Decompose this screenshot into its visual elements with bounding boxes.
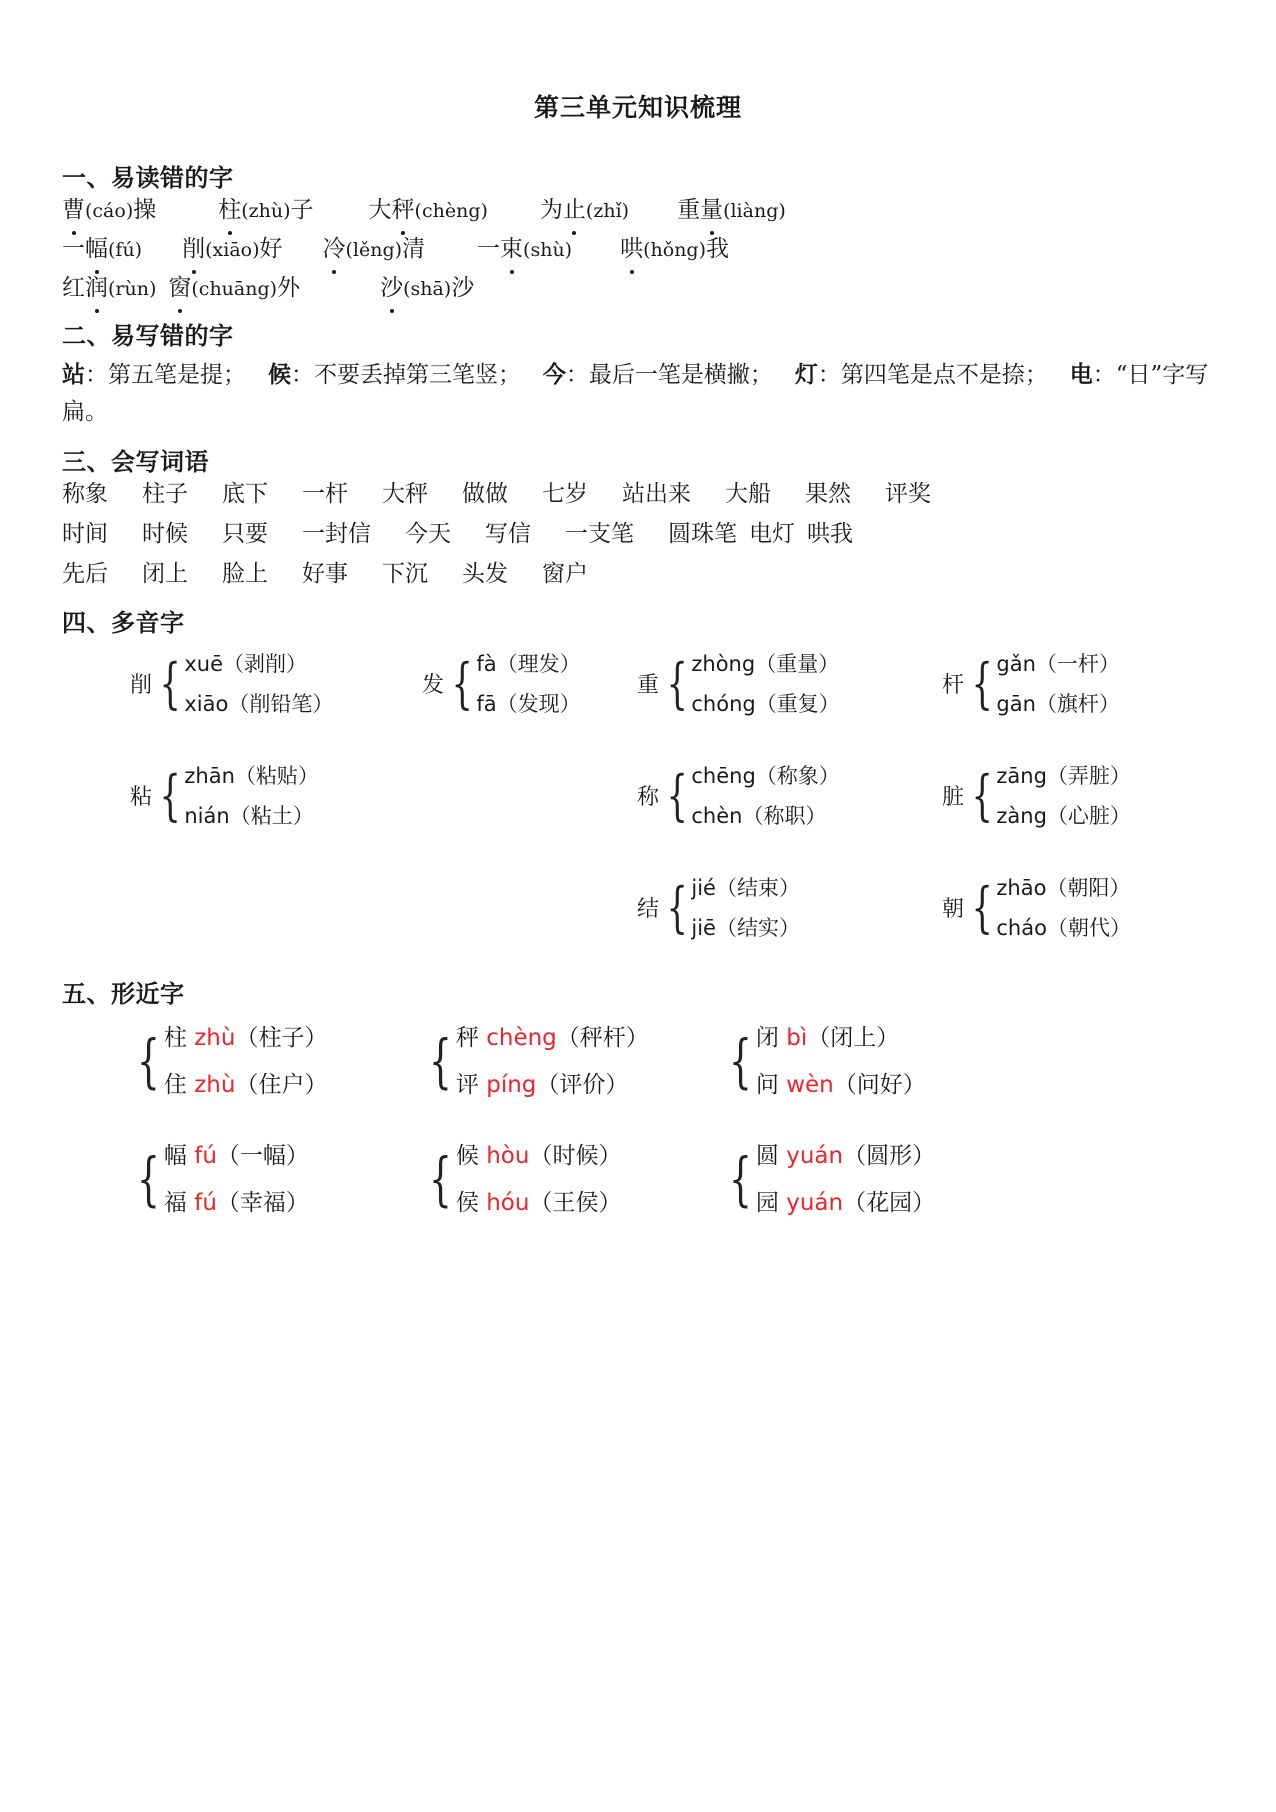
section-heading-2: 二、易写错的字 <box>62 322 234 350</box>
group-line <box>996 684 1120 724</box>
word-item: 果然 <box>805 480 851 507</box>
polyphone-grid <box>62 644 1214 964</box>
stroke-note-text: ：不要丢掉第三笔竖； <box>290 362 521 388</box>
group-line <box>164 1015 328 1062</box>
lead-char: 重 <box>677 197 701 223</box>
polyphone-group <box>130 644 333 725</box>
word-item: 圆珠笔 <box>668 520 737 547</box>
pinyin-text: (rùn) <box>108 278 157 300</box>
curly-brace-icon: { <box>666 875 688 939</box>
line-example: （结束） <box>715 875 800 900</box>
group-line <box>476 684 580 724</box>
section-heading-4: 四、多音字 <box>62 608 185 637</box>
group-line <box>691 796 839 836</box>
trailing-char: 清 <box>402 236 426 262</box>
line-pinyin: zhāo <box>996 875 1047 900</box>
group-line <box>456 1015 649 1062</box>
word-row <box>62 520 1214 547</box>
line-example: （圆形） <box>843 1142 936 1169</box>
line-pinyin: zāng <box>996 763 1047 788</box>
group-lines <box>691 868 800 949</box>
lead-char: 一 <box>477 236 501 262</box>
group-lines <box>164 1015 328 1109</box>
line-pinyin: gǎn <box>996 651 1036 676</box>
pinyin-entry <box>380 277 474 300</box>
group-lines <box>691 756 839 837</box>
lead-char: 为 <box>539 197 563 223</box>
group-line <box>756 1133 935 1180</box>
line-char: 园 <box>755 1189 787 1216</box>
marked-char: 哄 <box>620 236 644 262</box>
line-char: 幅 <box>163 1142 195 1169</box>
group-head-char: 削 <box>130 673 153 699</box>
line-char: 秤 <box>455 1024 487 1051</box>
group-line <box>456 1133 622 1180</box>
line-char: 侯 <box>455 1189 487 1216</box>
line-pinyin: zhān <box>184 763 235 788</box>
section-heading-3: 三、会写词语 <box>62 447 209 476</box>
line-example: （评价） <box>536 1071 629 1098</box>
line-char: 柱 <box>163 1024 195 1051</box>
group-line <box>996 908 1131 948</box>
group-line <box>756 1180 935 1227</box>
group-line <box>184 796 319 836</box>
line-example: （重量） <box>755 651 840 676</box>
trailing-char: 我 <box>706 236 730 262</box>
word-item: 只要 <box>222 520 268 547</box>
stroke-note-char: 灯 <box>794 362 818 388</box>
pinyin-entry <box>369 199 488 222</box>
group-line <box>164 1180 309 1227</box>
line-example: （结实） <box>715 915 800 940</box>
word-item: 窗户 <box>542 560 588 587</box>
group-line <box>996 644 1120 684</box>
marked-char: 束 <box>500 236 524 262</box>
pinyin-row <box>62 238 1214 261</box>
line-example: （削铅笔） <box>228 691 334 716</box>
pinyin-text: (shù) <box>523 239 573 261</box>
polyphone-group <box>130 756 319 837</box>
group-line <box>164 1062 328 1109</box>
line-example: （朝阳） <box>1046 875 1131 900</box>
stroke-note-char: 站 <box>62 362 85 388</box>
line-pinyin: zhù <box>194 1071 236 1098</box>
marked-char: 秤 <box>391 197 415 223</box>
line-pinyin: xiāo <box>184 691 229 716</box>
group-line <box>456 1062 649 1109</box>
curly-brace-icon: { <box>137 1027 160 1096</box>
line-char: 闭 <box>755 1024 787 1051</box>
group-line <box>691 756 839 796</box>
group-head-char: 称 <box>637 785 660 811</box>
pinyin-text: (hǒng) <box>643 239 707 261</box>
line-example: （朝代） <box>1046 915 1131 940</box>
pinyin-text: (fú) <box>108 239 143 261</box>
word-item: 时候 <box>142 520 188 547</box>
pinyin-entry <box>620 238 729 261</box>
curly-brace-icon: { <box>451 651 473 715</box>
polyphone-group <box>942 644 1120 725</box>
group-lines <box>756 1015 926 1109</box>
word-row <box>62 480 1214 507</box>
polyphone-group <box>637 756 840 837</box>
pinyin-row-container <box>62 199 1214 300</box>
group-line <box>456 1180 622 1227</box>
group-line <box>996 796 1131 836</box>
spacer <box>1048 362 1070 388</box>
trailing-char: 操 <box>133 197 157 223</box>
group-lines <box>996 868 1131 949</box>
line-pinyin: zhù <box>194 1024 236 1051</box>
curly-brace-icon: { <box>159 763 181 827</box>
line-example: （闭上） <box>807 1024 900 1051</box>
pinyin-entry <box>62 238 142 261</box>
marked-char: 柱 <box>218 197 242 223</box>
pinyin-text: (cáo) <box>85 200 134 222</box>
pinyin-entry <box>62 199 156 222</box>
marked-char: 止 <box>562 197 586 223</box>
line-example: （发现） <box>496 691 581 716</box>
stroke-note-text: ：第五笔是提； <box>85 362 246 388</box>
curly-brace-icon: { <box>971 651 993 715</box>
curly-brace-icon: { <box>429 1145 452 1214</box>
similar-char-group <box>130 1133 309 1227</box>
word-item: 大船 <box>725 480 771 507</box>
line-pinyin: cháo <box>996 915 1047 940</box>
curly-brace-icon: { <box>971 875 993 939</box>
word-item: 先后 <box>62 560 108 587</box>
line-char: 候 <box>455 1142 487 1169</box>
word-item: 头发 <box>462 560 508 587</box>
section-yidoucuo <box>62 158 1214 300</box>
line-example: （时候） <box>529 1142 622 1169</box>
line-example: （称象） <box>755 763 840 788</box>
marked-char: 曹 <box>62 197 85 223</box>
line-example: （一杆） <box>1035 651 1120 676</box>
line-example: （问好） <box>833 1071 926 1098</box>
word-item: 一杆 <box>302 480 348 507</box>
stroke-note-text: ：最后一笔是横撇； <box>565 362 773 388</box>
marked-char: 润 <box>85 275 108 301</box>
pinyin-text: (xiāo) <box>205 239 260 261</box>
curly-brace-icon: { <box>137 1145 160 1214</box>
group-line <box>691 908 800 948</box>
line-example: （称职） <box>742 803 827 828</box>
stroke-note-char: 电 <box>1069 362 1093 388</box>
line-char: 问 <box>755 1071 787 1098</box>
line-example: （住户） <box>235 1071 328 1098</box>
group-lines <box>996 644 1120 725</box>
pinyin-entry <box>218 199 313 222</box>
curly-brace-icon: { <box>666 651 688 715</box>
curly-brace-icon: { <box>971 763 993 827</box>
line-pinyin: zàng <box>996 803 1047 828</box>
group-lines <box>691 644 839 725</box>
line-pinyin: yuán <box>786 1142 844 1169</box>
marked-char: 窗 <box>168 275 192 301</box>
line-pinyin: chèng <box>486 1024 557 1051</box>
pinyin-entry <box>62 277 156 300</box>
word-item: 电灯 <box>749 520 795 547</box>
pinyin-text: (liàng) <box>723 200 786 222</box>
group-lines <box>456 1133 622 1227</box>
group-line <box>184 644 333 684</box>
marked-char: 幅 <box>85 236 108 262</box>
section-yixiecuo <box>62 316 1214 432</box>
similar-char-group <box>722 1133 935 1227</box>
line-example: （弄脏） <box>1046 763 1131 788</box>
line-char: 福 <box>163 1189 195 1216</box>
marked-char: 沙 <box>380 275 404 301</box>
line-example: （粘贴） <box>234 763 319 788</box>
similar-char-group <box>422 1133 621 1227</box>
line-example: （幸福） <box>216 1189 309 1216</box>
line-pinyin: chèn <box>691 803 743 828</box>
section-heading-5: 五、形近字 <box>62 979 185 1008</box>
lead-char: 大 <box>368 197 392 223</box>
stroke-note-text: ：“日”字写扁。 <box>62 362 1209 426</box>
word-item: 七岁 <box>542 480 588 507</box>
line-example: （柱子） <box>235 1024 328 1051</box>
polyphone-group <box>637 644 840 725</box>
group-head-char: 结 <box>637 897 660 923</box>
curly-brace-icon: { <box>429 1027 452 1096</box>
line-pinyin: fú <box>194 1189 217 1216</box>
line-pinyin: wèn <box>786 1071 834 1098</box>
word-item: 评奖 <box>885 480 931 507</box>
word-item: 今天 <box>405 520 451 547</box>
group-line <box>476 644 580 684</box>
similar-char-group <box>722 1015 926 1109</box>
trailing-char: 子 <box>290 197 314 223</box>
line-example: （剥削） <box>223 651 308 676</box>
word-item: 时间 <box>62 520 108 547</box>
spacer <box>773 362 795 388</box>
pinyin-entry <box>677 199 786 222</box>
trailing-char: 好 <box>259 236 283 262</box>
marked-char: 量 <box>700 197 724 223</box>
line-pinyin: gān <box>996 691 1036 716</box>
line-pinyin: jié <box>691 875 716 900</box>
word-item: 一支笔 <box>565 520 634 547</box>
word-row <box>62 560 1214 587</box>
pinyin-entry <box>540 199 629 222</box>
curly-brace-icon: { <box>159 651 181 715</box>
group-lines <box>756 1133 935 1227</box>
trailing-char: 外 <box>277 275 301 301</box>
section-huixieciyu <box>62 442 1214 586</box>
curly-brace-icon: { <box>666 763 688 827</box>
pinyin-text: (chèng) <box>414 200 488 222</box>
group-lines <box>996 756 1131 837</box>
section-duoyinzi <box>62 603 1214 964</box>
line-pinyin: xuē <box>184 651 224 676</box>
word-item: 好事 <box>302 560 348 587</box>
line-pinyin: yuán <box>786 1189 844 1216</box>
line-pinyin: jiē <box>691 915 716 940</box>
spacer <box>521 362 543 388</box>
spacer <box>246 362 268 388</box>
word-item: 下沉 <box>382 560 428 587</box>
group-lines <box>184 644 333 725</box>
stroke-note-char: 候 <box>267 362 291 388</box>
word-item: 底下 <box>222 480 268 507</box>
pinyin-text: (chuāng) <box>191 278 278 300</box>
pinyin-entry <box>323 238 426 261</box>
group-line <box>996 868 1131 908</box>
pinyin-entry <box>477 238 572 261</box>
line-char: 住 <box>163 1071 195 1098</box>
line-pinyin: zhòng <box>691 651 756 676</box>
line-pinyin: chóng <box>691 691 756 716</box>
line-pinyin: fú <box>194 1142 217 1169</box>
trailing-char: 沙 <box>451 275 475 301</box>
pinyin-text: (zhù) <box>241 200 291 222</box>
group-lines <box>184 756 319 837</box>
curly-brace-icon: { <box>729 1027 752 1096</box>
pinyin-text: (shā) <box>403 278 452 300</box>
section-xingjinzi <box>62 974 1214 1245</box>
group-head-char: 杆 <box>942 673 965 699</box>
polyphone-group <box>942 868 1131 949</box>
line-example: （王侯） <box>529 1189 622 1216</box>
pinyin-row <box>62 199 1214 222</box>
group-line <box>184 684 333 724</box>
word-item: 写信 <box>485 520 531 547</box>
line-pinyin: chēng <box>691 763 756 788</box>
line-example: （花园） <box>843 1189 936 1216</box>
group-head-char: 发 <box>422 673 445 699</box>
line-example: （理发） <box>496 651 581 676</box>
polyphone-group <box>422 644 581 725</box>
line-char: 圆 <box>755 1142 787 1169</box>
stroke-notes-paragraph <box>62 357 1214 432</box>
line-example: （一幅） <box>216 1142 309 1169</box>
group-line <box>691 684 839 724</box>
word-item: 称象 <box>62 480 108 507</box>
pinyin-text: (zhǐ) <box>585 200 630 222</box>
similar-char-group <box>422 1015 649 1109</box>
group-head-char: 朝 <box>942 897 965 923</box>
line-example: （旗杆） <box>1035 691 1120 716</box>
page-title: 第三单元知识梳理 <box>533 93 742 122</box>
marked-char: 削 <box>182 236 206 262</box>
line-example: （秤杆） <box>556 1024 649 1051</box>
group-line <box>184 756 319 796</box>
word-item: 做做 <box>462 480 508 507</box>
line-example: （粘土） <box>229 803 314 828</box>
word-item: 大秤 <box>382 480 428 507</box>
word-item: 一封信 <box>302 520 371 547</box>
lead-char: 红 <box>62 275 85 301</box>
pinyin-entry <box>168 277 300 300</box>
pinyin-row <box>62 277 1214 300</box>
line-pinyin: nián <box>184 803 230 828</box>
word-list-container <box>62 480 1214 587</box>
group-lines <box>164 1133 309 1227</box>
polyphone-group <box>942 756 1131 837</box>
polyphone-group <box>637 868 800 949</box>
pinyin-entry <box>182 238 282 261</box>
group-line <box>756 1062 926 1109</box>
word-item: 闭上 <box>142 560 188 587</box>
word-item: 哄我 <box>807 520 853 547</box>
pinyin-text: (lěng) <box>345 239 403 261</box>
group-line <box>691 644 839 684</box>
marked-char: 冷 <box>322 236 346 262</box>
group-lines <box>456 1015 649 1109</box>
similar-char-group <box>130 1015 327 1109</box>
group-line <box>691 868 800 908</box>
line-char: 评 <box>455 1071 487 1098</box>
word-item: 站出来 <box>622 480 691 507</box>
group-head-char: 重 <box>637 673 660 699</box>
stroke-note-char: 今 <box>542 362 566 388</box>
stroke-note-text: ：第四笔是点不是捺； <box>817 362 1048 388</box>
group-line <box>996 756 1131 796</box>
line-pinyin: fà <box>476 651 497 676</box>
word-item: 柱子 <box>142 480 188 507</box>
line-example: （重复） <box>755 691 840 716</box>
line-pinyin: bì <box>786 1024 808 1051</box>
group-head-char: 粘 <box>130 785 153 811</box>
line-pinyin: hòu <box>486 1142 530 1169</box>
group-head-char: 脏 <box>942 785 965 811</box>
line-pinyin: fā <box>476 691 497 716</box>
similar-char-grid <box>62 1015 1214 1245</box>
word-item: 脸上 <box>222 560 268 587</box>
curly-brace-icon: { <box>729 1145 752 1214</box>
group-lines <box>476 644 580 725</box>
line-example: （心脏） <box>1046 803 1131 828</box>
lead-char: 一 <box>62 236 85 262</box>
group-line <box>164 1133 309 1180</box>
group-line <box>756 1015 926 1062</box>
line-pinyin: píng <box>486 1071 537 1098</box>
line-pinyin: hóu <box>486 1189 530 1216</box>
section-heading-1: 一、易读错的字 <box>62 164 234 192</box>
